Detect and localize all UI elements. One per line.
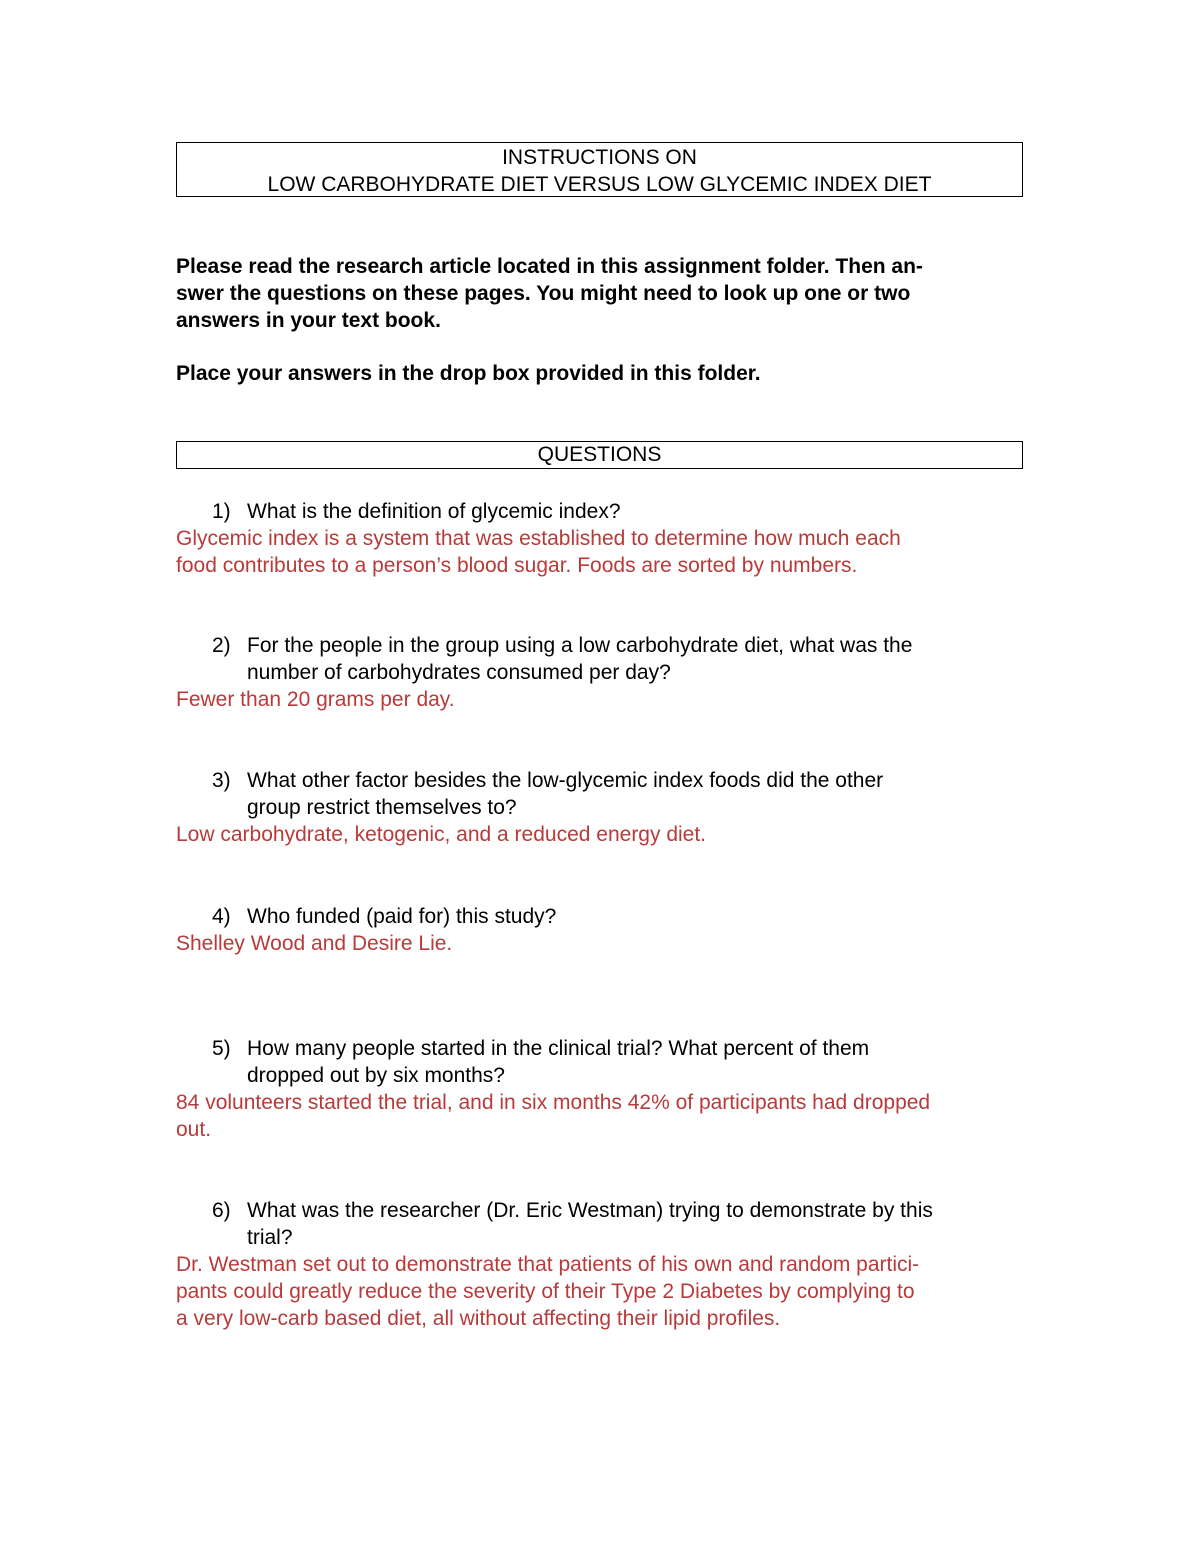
question-text: What is the definition of glycemic index? xyxy=(247,500,621,523)
answer-line: food contributes to a person’s blood sugar. Foods are sorted by numbers. xyxy=(176,554,858,577)
question-text: What was the researcher (Dr. Eric Westman) trying to demonstrate by this xyxy=(247,1199,933,1222)
questions-heading-box xyxy=(176,441,1023,469)
answer-text xyxy=(176,1089,1026,1143)
answer-text xyxy=(176,930,1026,957)
answer-text xyxy=(176,1251,1026,1332)
questions-heading: QUESTIONS xyxy=(537,443,662,466)
question-number: 6) xyxy=(212,1199,231,1222)
question-text: dropped out by six months? xyxy=(247,1064,505,1087)
instructions-line: answers in your text book. xyxy=(176,309,441,332)
question-item-1 xyxy=(176,498,1026,579)
question-item-3 xyxy=(176,767,1026,848)
question-item-2 xyxy=(176,632,1026,713)
instructions-paragraph xyxy=(176,253,1026,334)
dropbox-instruction xyxy=(176,360,1026,387)
answer-line: Dr. Westman set out to demonstrate that patients of his own and random partici- xyxy=(176,1253,920,1276)
answer-text xyxy=(176,686,1026,713)
dropbox-instruction-text: Place your answers in the drop box provided in this folder. xyxy=(176,362,761,385)
question-text: For the people in the group using a low carbohydrate diet, what was the xyxy=(247,634,913,657)
question-text: Who funded (paid for) this study? xyxy=(247,905,557,928)
question-item-4 xyxy=(176,903,1026,957)
question-number: 4) xyxy=(212,905,231,928)
question-text: How many people started in the clinical trial? What percent of them xyxy=(247,1037,870,1060)
question-text: group restrict themselves to? xyxy=(247,796,517,819)
title-line-2: LOW CARBOHYDRATE DIET VERSUS LOW GLYCEMIC INDEX DIET xyxy=(267,173,932,196)
instructions-line: Please read the research article located in this assignment folder. Then an- xyxy=(176,255,923,278)
question-number: 2) xyxy=(212,634,231,657)
question-item-6 xyxy=(176,1197,1026,1332)
question-number: 3) xyxy=(212,769,231,792)
title-box xyxy=(176,142,1023,197)
answer-line: a very low-carb based diet, all without affecting their lipid profiles. xyxy=(176,1307,781,1330)
answer-line: pants could greatly reduce the severity of their Type 2 Diabetes by complying to xyxy=(176,1280,915,1303)
question-text: number of carbohydrates consumed per day? xyxy=(247,661,671,684)
answer-text xyxy=(176,525,1026,579)
instructions-line: swer the questions on these pages. You might need to look up one or two xyxy=(176,282,911,305)
answer-line: Glycemic index is a system that was established to determine how much each xyxy=(176,527,901,550)
question-text: trial? xyxy=(247,1226,293,1249)
answer-line: out. xyxy=(176,1118,212,1141)
question-item-5 xyxy=(176,1035,1026,1143)
answer-line: 84 volunteers started the trial, and in six months 42% of participants had dropped xyxy=(176,1091,931,1114)
title-line-1: INSTRUCTIONS ON xyxy=(502,146,697,169)
answer-line: Low carbohydrate, ketogenic, and a reduced energy diet. xyxy=(176,823,707,846)
answer-line: Shelley Wood and Desire Lie. xyxy=(176,932,453,955)
answer-text xyxy=(176,821,1026,848)
question-number: 5) xyxy=(212,1037,231,1060)
answer-line: Fewer than 20 grams per day. xyxy=(176,688,455,711)
question-text: What other factor besides the low-glycemic index foods did the other xyxy=(247,769,884,792)
question-number: 1) xyxy=(212,500,231,523)
